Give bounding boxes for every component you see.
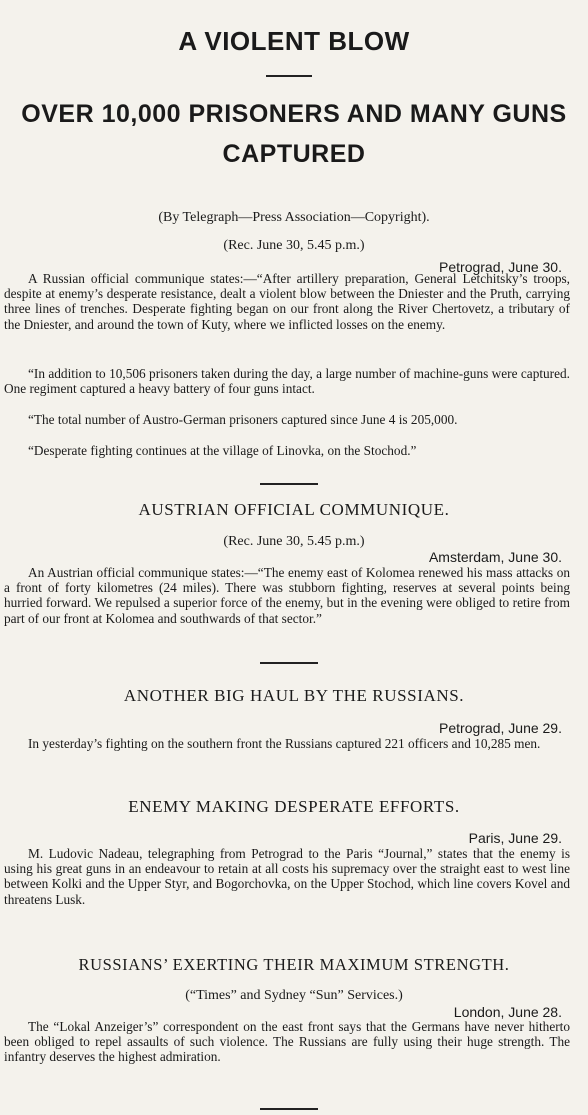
section-received-austrian: (Rec. June 30, 5.45 p.m.) <box>223 534 365 549</box>
section-credit-maximum-strength: (“Times” and Sydney “Sun” Services.) <box>185 988 403 1003</box>
section-body-enemy-efforts: M. Ludovic Nadeau, telegraphing from Petrograd to the Paris “Journal,” states that the enemy is using his great guns in an endeavour to retain at all costs his supremacy over the straight east to west line between Kolki and the Upper Styr, and Bogorchovka, on the Upper Stochod, which line covers Kovel and threatens Lusk. <box>4 846 570 907</box>
headline: A VIOLENT BLOW <box>178 26 410 56</box>
section-title-austrian: AUSTRIAN OFFICIAL COMMUNIQUE. <box>138 500 450 519</box>
subheadline-2: CAPTURED <box>222 140 366 168</box>
section-body-maximum-strength: The “Lokal Anzeiger’s” correspondent on the east front says that the Germans have never hitherto been obliged to repel assaults of such violence. The Russians are fully using their huge strength. The infantry deserves the highest admiration. <box>4 1019 570 1065</box>
article-paragraph-2: “In addition to 10,506 prisoners taken during the day, a large number of machine-guns were captured. One regiment captured a heavy battery of four guns intact. <box>4 366 570 397</box>
section-dateline-big-haul: Petrograd, June 29. <box>439 720 562 736</box>
article-paragraph-3: “The total number of Austro-German prisoners captured since June 4 is 205,000. <box>28 412 458 427</box>
section-body-austrian: An Austrian official communique states:—“The enemy east of Kolomea renewed his mass attacks on a front of forty kilometres (24 miles). There was stubborn fighting, reserves at several points being hurried forward. We repulsed a superior force of the enemy, but in the evening were obliged to retire from part of our front at Kolomea and southwards of that sector.” <box>4 565 570 626</box>
section-dateline-enemy-efforts: Paris, June 29. <box>468 830 562 846</box>
dateline: Petrograd, June 30. <box>439 259 562 275</box>
divider <box>266 75 312 77</box>
credit-line: (By Telegraph—Press Association—Copyright). <box>158 210 430 225</box>
section-title-maximum-strength: RUSSIANS’ EXERTING THEIR MAXIMUM STRENGTH. <box>78 955 510 974</box>
article-paragraph-4: “Desperate fighting continues at the village of Linovka, on the Stochod.” <box>28 443 417 458</box>
divider <box>260 483 318 485</box>
subheadline-1: OVER 10,000 PRISONERS AND MANY GUNS <box>21 100 567 128</box>
article-paragraph-1: A Russian official communique states:—“After artillery preparation, General Letchitsky’s troops, despite at enemy’s desperate resistance, dealt a violent blow between the Dniester and the Pruth, carrying three lines of trenches. Desperate fighting began on our front along the River Chertovetz, a tributary of the Dniester, and around the town of Kuty, where we inflicted losses on the enemy. <box>4 271 570 332</box>
section-title-enemy-efforts: ENEMY MAKING DESPERATE EFFORTS. <box>128 797 460 816</box>
divider <box>260 1108 318 1110</box>
section-title-big-haul: ANOTHER BIG HAUL BY THE RUSSIANS. <box>123 686 465 705</box>
section-dateline-maximum-strength: London, June 28. <box>453 1004 562 1020</box>
divider <box>260 662 318 664</box>
section-dateline-austrian: Amsterdam, June 30. <box>428 549 562 565</box>
received-line: (Rec. June 30, 5.45 p.m.) <box>223 238 365 253</box>
section-body-big-haul: In yesterday’s fighting on the southern front the Russians captured 221 officers and 10,285 men. <box>28 736 541 751</box>
